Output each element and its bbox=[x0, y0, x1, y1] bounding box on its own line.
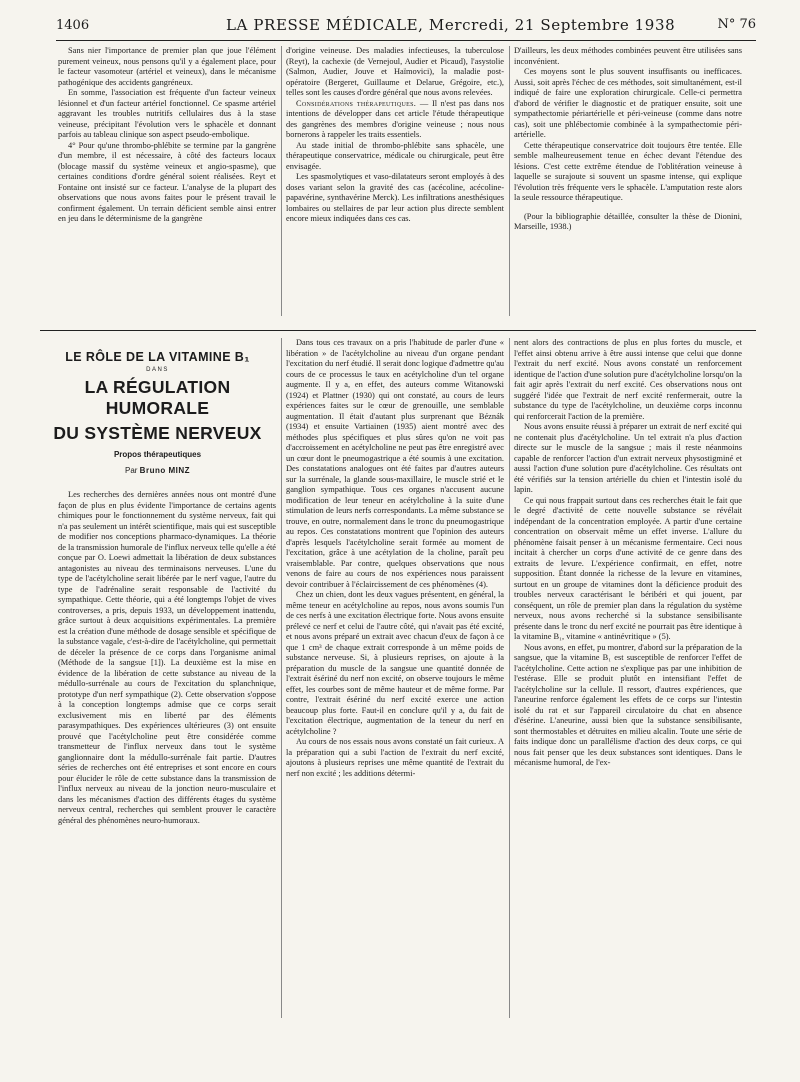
paragraph: Au stade initial de thrombo-phlébite sans sphacèle, une thérapeutique conservatrice, médicale ou chirurgicale, peut être envisagée. bbox=[286, 140, 504, 171]
paragraph: Sans nier l'importance de premier plan que joue l'élément purement veineux, nous pensons qu'il y a également place, pour le facteur vasomoteur (artériel et veineux), dans le mécanisme pathogénique des accidents gangréneux. bbox=[58, 46, 276, 87]
paragraph: d'origine veineuse. Des maladies infectieuses, la tuberculose (Reyt), la cachexie (de Vernejoul, Audier et Picaud), l'asystolie (Salmon, Audier, Jouve et Haïmovici), la maladie post-opératoire (Bergeret, Guillaume et Delarue, Grégoire, etc.), telles sont les causes d'ordre général que nous avons relevées. bbox=[286, 46, 504, 97]
column-divider bbox=[281, 46, 282, 316]
paragraph: Ces moyens sont le plus souvent insuffisants ou inefficaces. Aussi, soit après l'échec de ces méthodes, soit simultanément, est-il indiqué de faire une exploration chirurgicale. Celle-ci permettra d'abord de vérifier le diagnostic et de pratiquer ensuite, soit une sympathectomie périartérielle et péri-veineuse (comme dans notre cas), soit une phlébectomie combinée à la sympathectomie péri-artérielle. bbox=[514, 67, 742, 139]
paragraph: Les spasmolytiques et vaso-dilatateurs seront employés à des doses variant selon la gravité des cas (acécoline, acécoline-papavérine, synthavérine Merck). Les infiltrations anesthésiques lombaires ou stellaires de par leur action plus directe semblent encore mieux indiquées dans ces cas. bbox=[286, 172, 504, 223]
top-column-1 bbox=[58, 46, 276, 326]
column-divider bbox=[281, 338, 282, 1018]
paragraph: Chez un chien, dont les deux vagues présentent, en général, la même teneur en acétylcholine au repos, nous avons soumis l'un de ces nerfs à une excitation électrique forte. Nous avons ensuite prélevé ce nerf et celui de l'autre côté, qui n'avait pas été excité, et nous avons préparé un extrait avec chacun d'eux de façon à ce que 1 cm³ de chaque extrait corresponde à un même poids de substance nerveuse. Si, à plusieurs reprises, on ajoute à la préparation du muscle de la sangsue une quantité donnée de l'extrait ésériné du nerf non excité, on observe toujours le même effet, les courbes sont de même hauteur et de même forme. Par contre, l'extrait ésériné du nerf excité exerce une action beaucoup plus forte. Faut-il en conclure qu'il y a, du fait de l'excitation électrique, augmentation de la teneur du nerf en acétylcholine ? bbox=[286, 590, 504, 736]
article-title-line-1: LA RÉGULATION HUMORALE bbox=[84, 377, 231, 418]
paragraph: nent alors des contractions de plus en plus fortes du muscle, et l'effet ainsi obtenu arrive à être aussi intense que celui que donne l'extrait du nerf excité. Nous avons constaté un renforcement identique de l'action d'une solution pure d'acétylcholine lorsqu'on la fait agir après l'extrait du nerf excité. Ces observations nous ont suggéré l'idée que l'extrait de nerf excité renfermerait, outre la substance du type de l'acétylcholine, un deuxième corps inconnu qui renforcerait l'action de la première. bbox=[514, 338, 742, 421]
paragraph: 4° Pour qu'une thrombo-phlébite se termine par la gangrène d'un membre, il est nécessaire, à côté des facteurs locaux (blocage massif du système veineux et angio-spasme), que certaines conditions d'ordre général soient réalisées. Reyt et Fontaine ont insisté sur ce facteur. L'analyse de la plupart des observations que nous avons faites pour le présent travail le confirment également. Un terrain déficient semble ainsi entrer en jeu dans le déterminisme de la gangrène bbox=[58, 140, 276, 223]
article-dans: DANS bbox=[146, 367, 169, 373]
article-column-1 bbox=[58, 490, 276, 1010]
bibliography-note: (Pour la bibliographie détaillée, consulter la thèse de Dionini, Marseille, 1938.) bbox=[514, 211, 742, 231]
page-number: 1406 bbox=[56, 18, 90, 33]
column-divider bbox=[509, 46, 510, 316]
section-rule bbox=[40, 330, 756, 331]
article-title-line-2: DU SYSTÈME NERVEUX bbox=[53, 423, 262, 443]
top-column-2 bbox=[286, 46, 504, 326]
paragraph: Cette thérapeutique conservatrice doit toujours être tentée. Elle semble malheureusement tenue en échec devant l'étendue des lésions. C'est cette extrême étendue de l'oblitération veineuse à laquelle se surajoute si souvent un spasme intense, qui explique l'évolution très fréquente vers le sphacèle. L'amputation reste alors la seule ressource thérapeutique. bbox=[514, 140, 742, 202]
header-rule bbox=[56, 40, 756, 41]
running-header bbox=[56, 16, 756, 38]
article-author: Par Bruno MINZ bbox=[124, 466, 190, 475]
article-column-3 bbox=[514, 338, 742, 1028]
section-heading: Considérations thérapeutiques. — bbox=[296, 98, 429, 108]
paragraph: Dans tous ces travaux on a pris l'habitude de parler d'une « libération » de l'acétylcholine au niveau d'un organe pendant l'excitation du nerf étudié. Il serait donc logique d'admettre qu'au cours de ce processus le taux en acétylcholine d'un tel organe augmente. Il y a, en effet, des auteurs comme Witanowski (1924) et Plattner (1930) qui ont constaté, au cours de leurs expériences faites sur le cœur de grenouille, une semblable augmentation. Il était d'autant plus surprenant que Béznák (1934) et ensuite Vartiainen (1935) aient montré avec des méthodes plus spécifiques et plus sûres qu'on ne voit pas d'accroissement en acétylcholine ne peut pas être enregistré avec un cœur dont le pneumogastrique a été soumis à une excitation. Des constatations analogues ont été faites par d'autres auteurs sur la surrénale, la glande sous-maxillaire, le muscle strié et le ganglion sympathique. Tous ces organes n'accusent aucune modification de leur teneur en acétylcholine à la suite d'une stimulation de leurs nerfs correspondants. La même substance se trouve, en outre, normalement dans le tronc du pneumogastrique au repos. Ces constatations montrent que l'opinion des auteurs d'après lesquels l'acétylcholine serait formée au moment de l'excitation, grâce à une acétylation de la choline, paraît peu vraisemblable. Par contre, quelques observations que nous venons de faire au cours de nos expériences nous paraissent devoir contribuer à l'éclaircissement de ces phénomènes (4). bbox=[286, 338, 504, 589]
top-column-3 bbox=[514, 46, 742, 326]
paragraph: Ce qui nous frappait surtout dans ces recherches était le fait que le degré d'activité de cette nouvelle substance se révélait indépendant de la concentration employée. A partir d'une certaine concentration on observait même un effet inverse. L'allure du phénomène faisait penser à un mécanisme fermentaire. Ceci nous incitait à chercher un corps d'une activité de ce genre dans des extraits de levure. L'expérience confirmait, en effet, notre supposition. Étant donnée la richesse de la levure en vitamines, surtout en un groupe de vitamines dont la déficience produit des troubles nerveux caractérisant le béribéri et qui jouent, par conséquent, un rôle de premier plan dans la régulation du système nerveux, nous avons recherché si la substance sensibilisante présente dans le tronc du nerf excité ne pourrait pas être identique à la vitamine B₁, vitamine « antinévritique » (5). bbox=[514, 495, 742, 641]
issue-number: N° 76 bbox=[717, 17, 756, 32]
paragraph: Nous avons ensuite réussi à préparer un extrait de nerf excité qui ne contenait plus d'acétylcholine. Un tel extrait n'a plus d'action directe sur le muscle de la sangsue ; mais il reste néanmoins capable de renforcer l'action d'un extrait nerveux physostigminé et aussi l'action d'une solution pure d'acétylcholine. Ces résultats ont été vérifiés sur la tension artérielle du chien et l'intestin isolé du lapin. bbox=[514, 422, 742, 494]
paragraph: Nous avons, en effet, pu montrer, d'abord sur la préparation de la sangsue, que la vitamine B₁ est susceptible de renforcer l'effet de l'acétylcholine. Cette action ne s'explique pas par une inhibition de l'estérase. Elle se produit plutôt en intensifiant l'effet de l'acétylcholine sur la cellule. Il ressort, d'autres expériences, que l'aneurine renforce également les effets de ce corps sur l'intestin isolé du rat et sur l'appareil circulatoire du chat en absence d'ésérine. L'aneurine, aussi bien que la substance sensibilisante, sont thermostables et détruites en milieu alcalin. Toute une série de faits indique donc un parallélisme d'action des deux corps, ce qui nous fait penser que les deux substances sont identiques. Dans le mécanisme humoral, de l'ex- bbox=[514, 642, 742, 767]
paragraph: Les recherches des dernières années nous ont montré d'une façon de plus en plus évidente l'importance de certains agents chimiques pour le fonctionnement du système nerveux, fait qui n'a pas seulement un intérêt scientifique, mais qui est susceptible de modifier nos conceptions pharmaco-dynamiques. La théorie de la transmission humorale de l'influx nerveux telle qu'elle a été conçue par O. Loewi admettait la libération de deux substances antagonistes au niveau des terminaisons nerveuses. L'une du type de l'acétylcholine serait libérée par le nerf vague, l'autre du type de l'adrénaline serait responsable de l'activité du sympathique. Cette théorie, qui a été longtemps l'objet de vives controverses, a pris, depuis 1933, un développement inattendu, grâce surtout à deux acquisitions expérimentales. La première est la création d'une méthode de dosage sensible et spécifique de la substance vagale, c'est-à-dire de l'acétylcholine, qui permettait de déceler la présence de ce corps dans l'organisme animal (Méthode de la sangsue [1]). La deuxième est la mise en évidence de la libération de cette substance au niveau de la médullo-surrénale au cours de l'excitation du splanchnique, prototype d'un nerf sympathique (2). Cette observation s'oppose à la conception longtemps admise que ce corps serait exclusivement mis en liberté par des éléments parasympathiques. Des expériences ultérieures (3) ont ensuite prouvé que l'acétylcholine peut être considérée comme transmetteur de l'influx nerveux dans tout le système ganglionnaire dont la médullo-surrénale fait partie. D'autres séries de recherches ont été entreprises et sont encore en cours pour élucider le rôle de cette substance dans la transmission de l'influx nerveux au niveau de la jonction neuro-musculaire et dans les mécanismes d'action des différents étages du système nerveux central, recherches qui semblent prouver le caractère général des phénomènes neuro-humoraux. bbox=[58, 490, 276, 825]
article-subtitle: Propos thérapeutiques bbox=[113, 450, 202, 459]
paragraph: Considérations thérapeutiques. — Il n'est pas dans nos intentions de développer dans cet article l'étude thérapeutique des gangrènes des membres d'origine veineuse ; nous nous bornerons à rappeler les traits essentiels. bbox=[286, 98, 504, 139]
paragraph: En somme, l'association est fréquente d'un facteur veineux lésionnel et d'un facteur artériel fonctionnel. Ce spasme artériel aggravant les troubles nutritifs cellulaires dus à la stase veineuse, précipitant l'évolution vers le sphacèle et donnant parfois au tableau clinique son aspect pseudo-embolique. bbox=[58, 88, 276, 139]
article-pretitle: LE RÔLE DE LA VITAMINE B₁ bbox=[65, 350, 250, 364]
paragraph: Au cours de nos essais nous avons constaté un fait curieux. A la préparation qui a subi l'action de l'extrait du nerf excité, ajoutons à plusieurs reprises une même quantité de l'extrait du nerf non excité ; les additions détermi- bbox=[286, 737, 504, 778]
column-divider bbox=[509, 338, 510, 1018]
article-title-block bbox=[40, 350, 275, 475]
journal-title: LA PRESSE MÉDICALE, Mercredi, 21 Septembre 1938 bbox=[226, 16, 676, 34]
article-column-2 bbox=[286, 338, 504, 1028]
paragraph: D'ailleurs, les deux méthodes combinées peuvent être utilisées sans inconvénient. bbox=[514, 46, 742, 66]
